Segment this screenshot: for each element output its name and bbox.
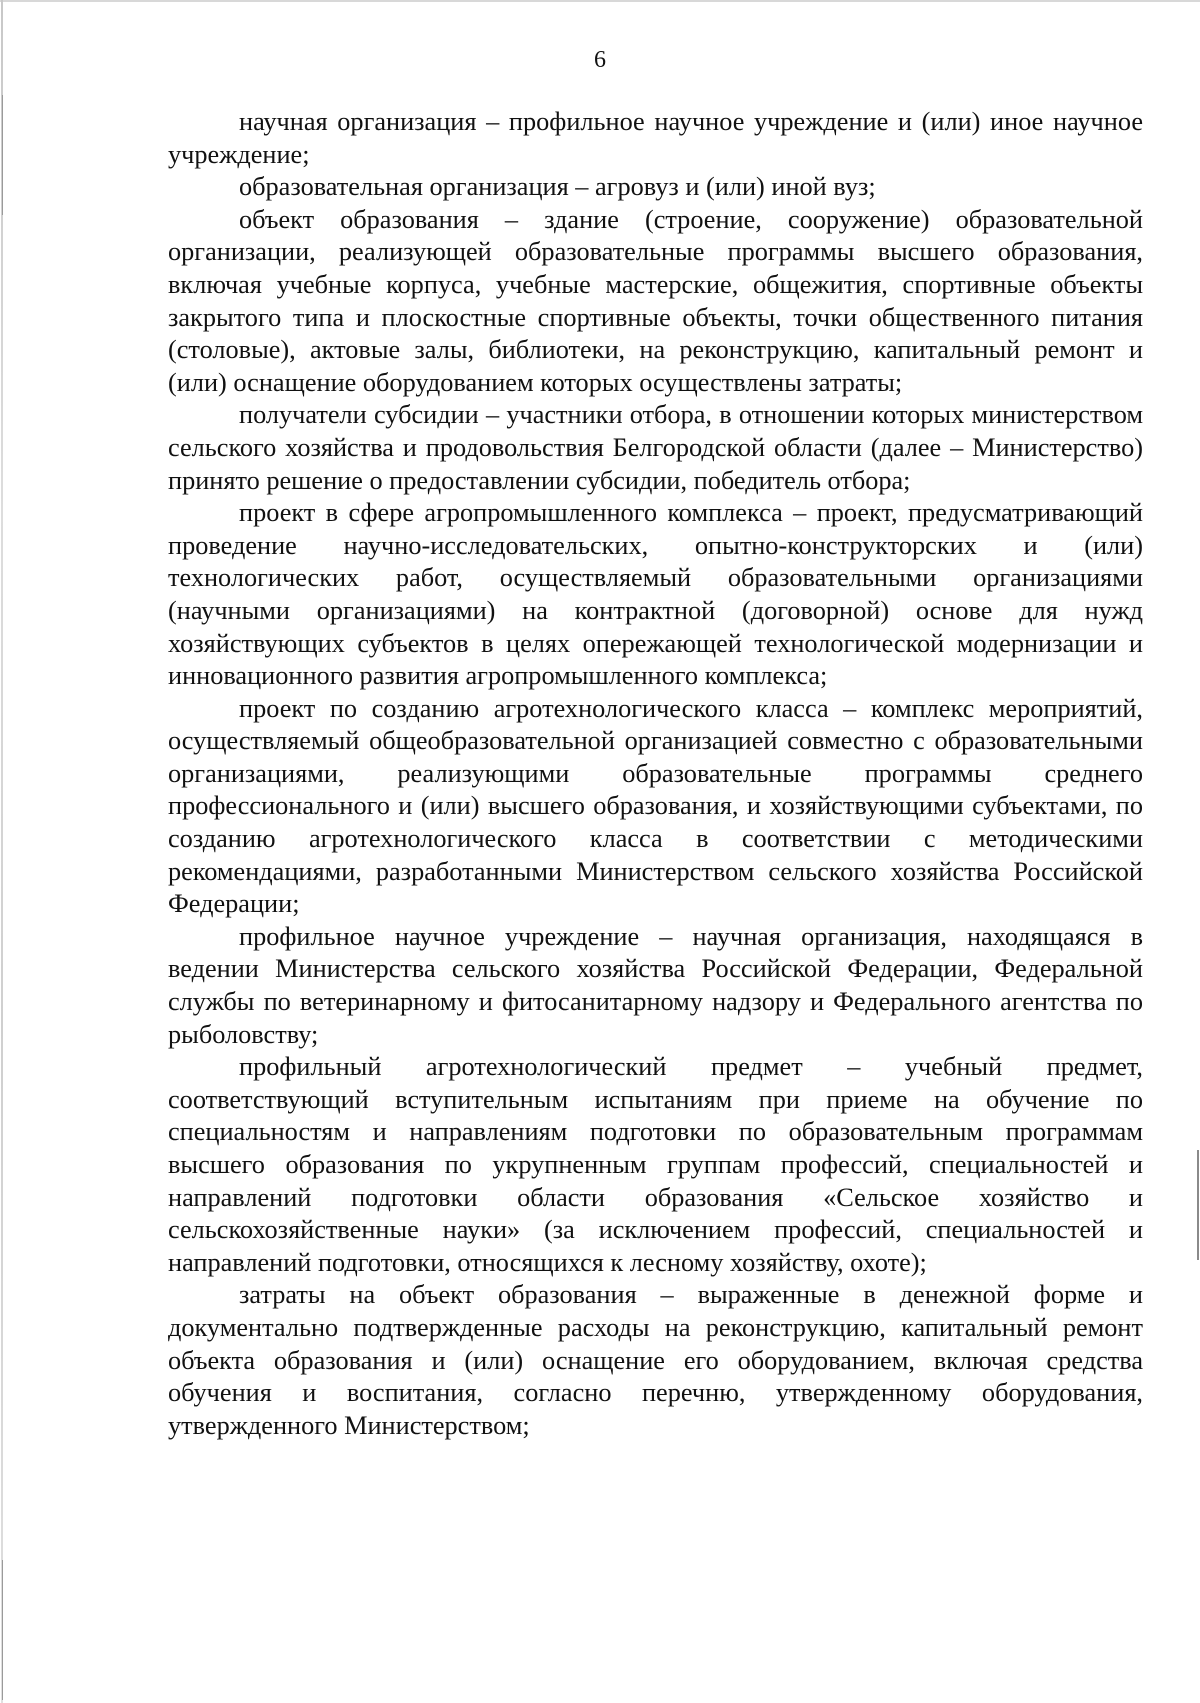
definition-paragraph: образовательная организация – агровуз и (или) иной вуз; (239, 172, 876, 202)
definition-paragraph: профильное научное учреждение – научная организация, находящаяся в ведении Министерства сельского хозяйства Российской Федерации, Федеральной службы по ветеринарному и фитосанитарному надзору и Федерального агентства по рыболовству; (168, 921, 1143, 1049)
definition-paragraph: научная организация – профильное научное учреждение и (или) иное научное учреждение; (168, 107, 1143, 169)
scan-artifact-line (1197, 1150, 1199, 1260)
definition-paragraph: затраты на объект образования – выраженные в денежной форме и документально подтвержденные расходы на реконструкцию, капитальный ремонт объекта образования и (или) оснащение его оборудованием, включая средства обучения и воспитания, согласно перечню, утвержденному оборудования, утвержденного Министерством; (168, 1280, 1143, 1440)
definition-paragraph: проект в сфере агропромышленного комплекса – проект, предусматривающий проведение научно-исследовательских, опытно-конструкторских и (или) технологических работ, осуществляемый образовательными организациями (научными организациями) на контрактной (договорной) основе для нужд хозяйствующих субъектов в целях опережающей технологической модернизации и инновационного развития агропромышленного комплекса; (168, 498, 1143, 691)
document-body (168, 106, 1143, 1442)
scan-edge-top (0, 0, 1200, 2)
scan-edge-left (1, 0, 3, 1703)
definition-paragraph: проект по созданию агротехнологического класса – комплекс мероприятий, осуществляемый общеобразовательной организацией совместно с образовательными организациями, реализующими образовательные программы среднего профессионального и (или) высшего образования, и хозяйствующими субъектами, по созданию агротехнологического класса в соответствии с методическими рекомендациями, разработанными Министерством сельского хозяйства Российской Федерации; (168, 693, 1143, 919)
scan-artifact-line (2, 1560, 3, 1700)
definition-paragraph: профильный агротехнологический предмет – учебный предмет, соответствующий вступительным испытаниям при приеме на обучение по специальностям и направлениям подготовки по образовательным программам высшего образования по укрупненным группам профессий, специальностей и направлений подготовки области образования «Сельское хозяйство и сельскохозяйственные науки» (за исключением профессий, специальностей и направлений подготовки, относящихся к лесному хозяйству, охоте); (168, 1052, 1143, 1277)
scan-artifact-line (2, 95, 3, 215)
page-number: 6 (594, 47, 606, 73)
definition-paragraph: получатели субсидии – участники отбора, в отношении которых министерством сельского хозяйства и продовольствия Белгородской области (далее – Министерство) принято решение о предоставлении субсидии, победитель отбора; (168, 400, 1143, 495)
definition-paragraph: объект образования – здание (строение, сооружение) образовательной организации, реализующей образовательные программы высшего образования, включая учебные корпуса, учебные мастерские, общежития, спортивные объекты закрытого типа и плоскостные спортивные объекты, точки общественного питания (столовые), актовые залы, библиотеки, на реконструкцию, капитальный ремонт и (или) оснащение оборудованием которых осуществлены затраты; (168, 204, 1143, 397)
